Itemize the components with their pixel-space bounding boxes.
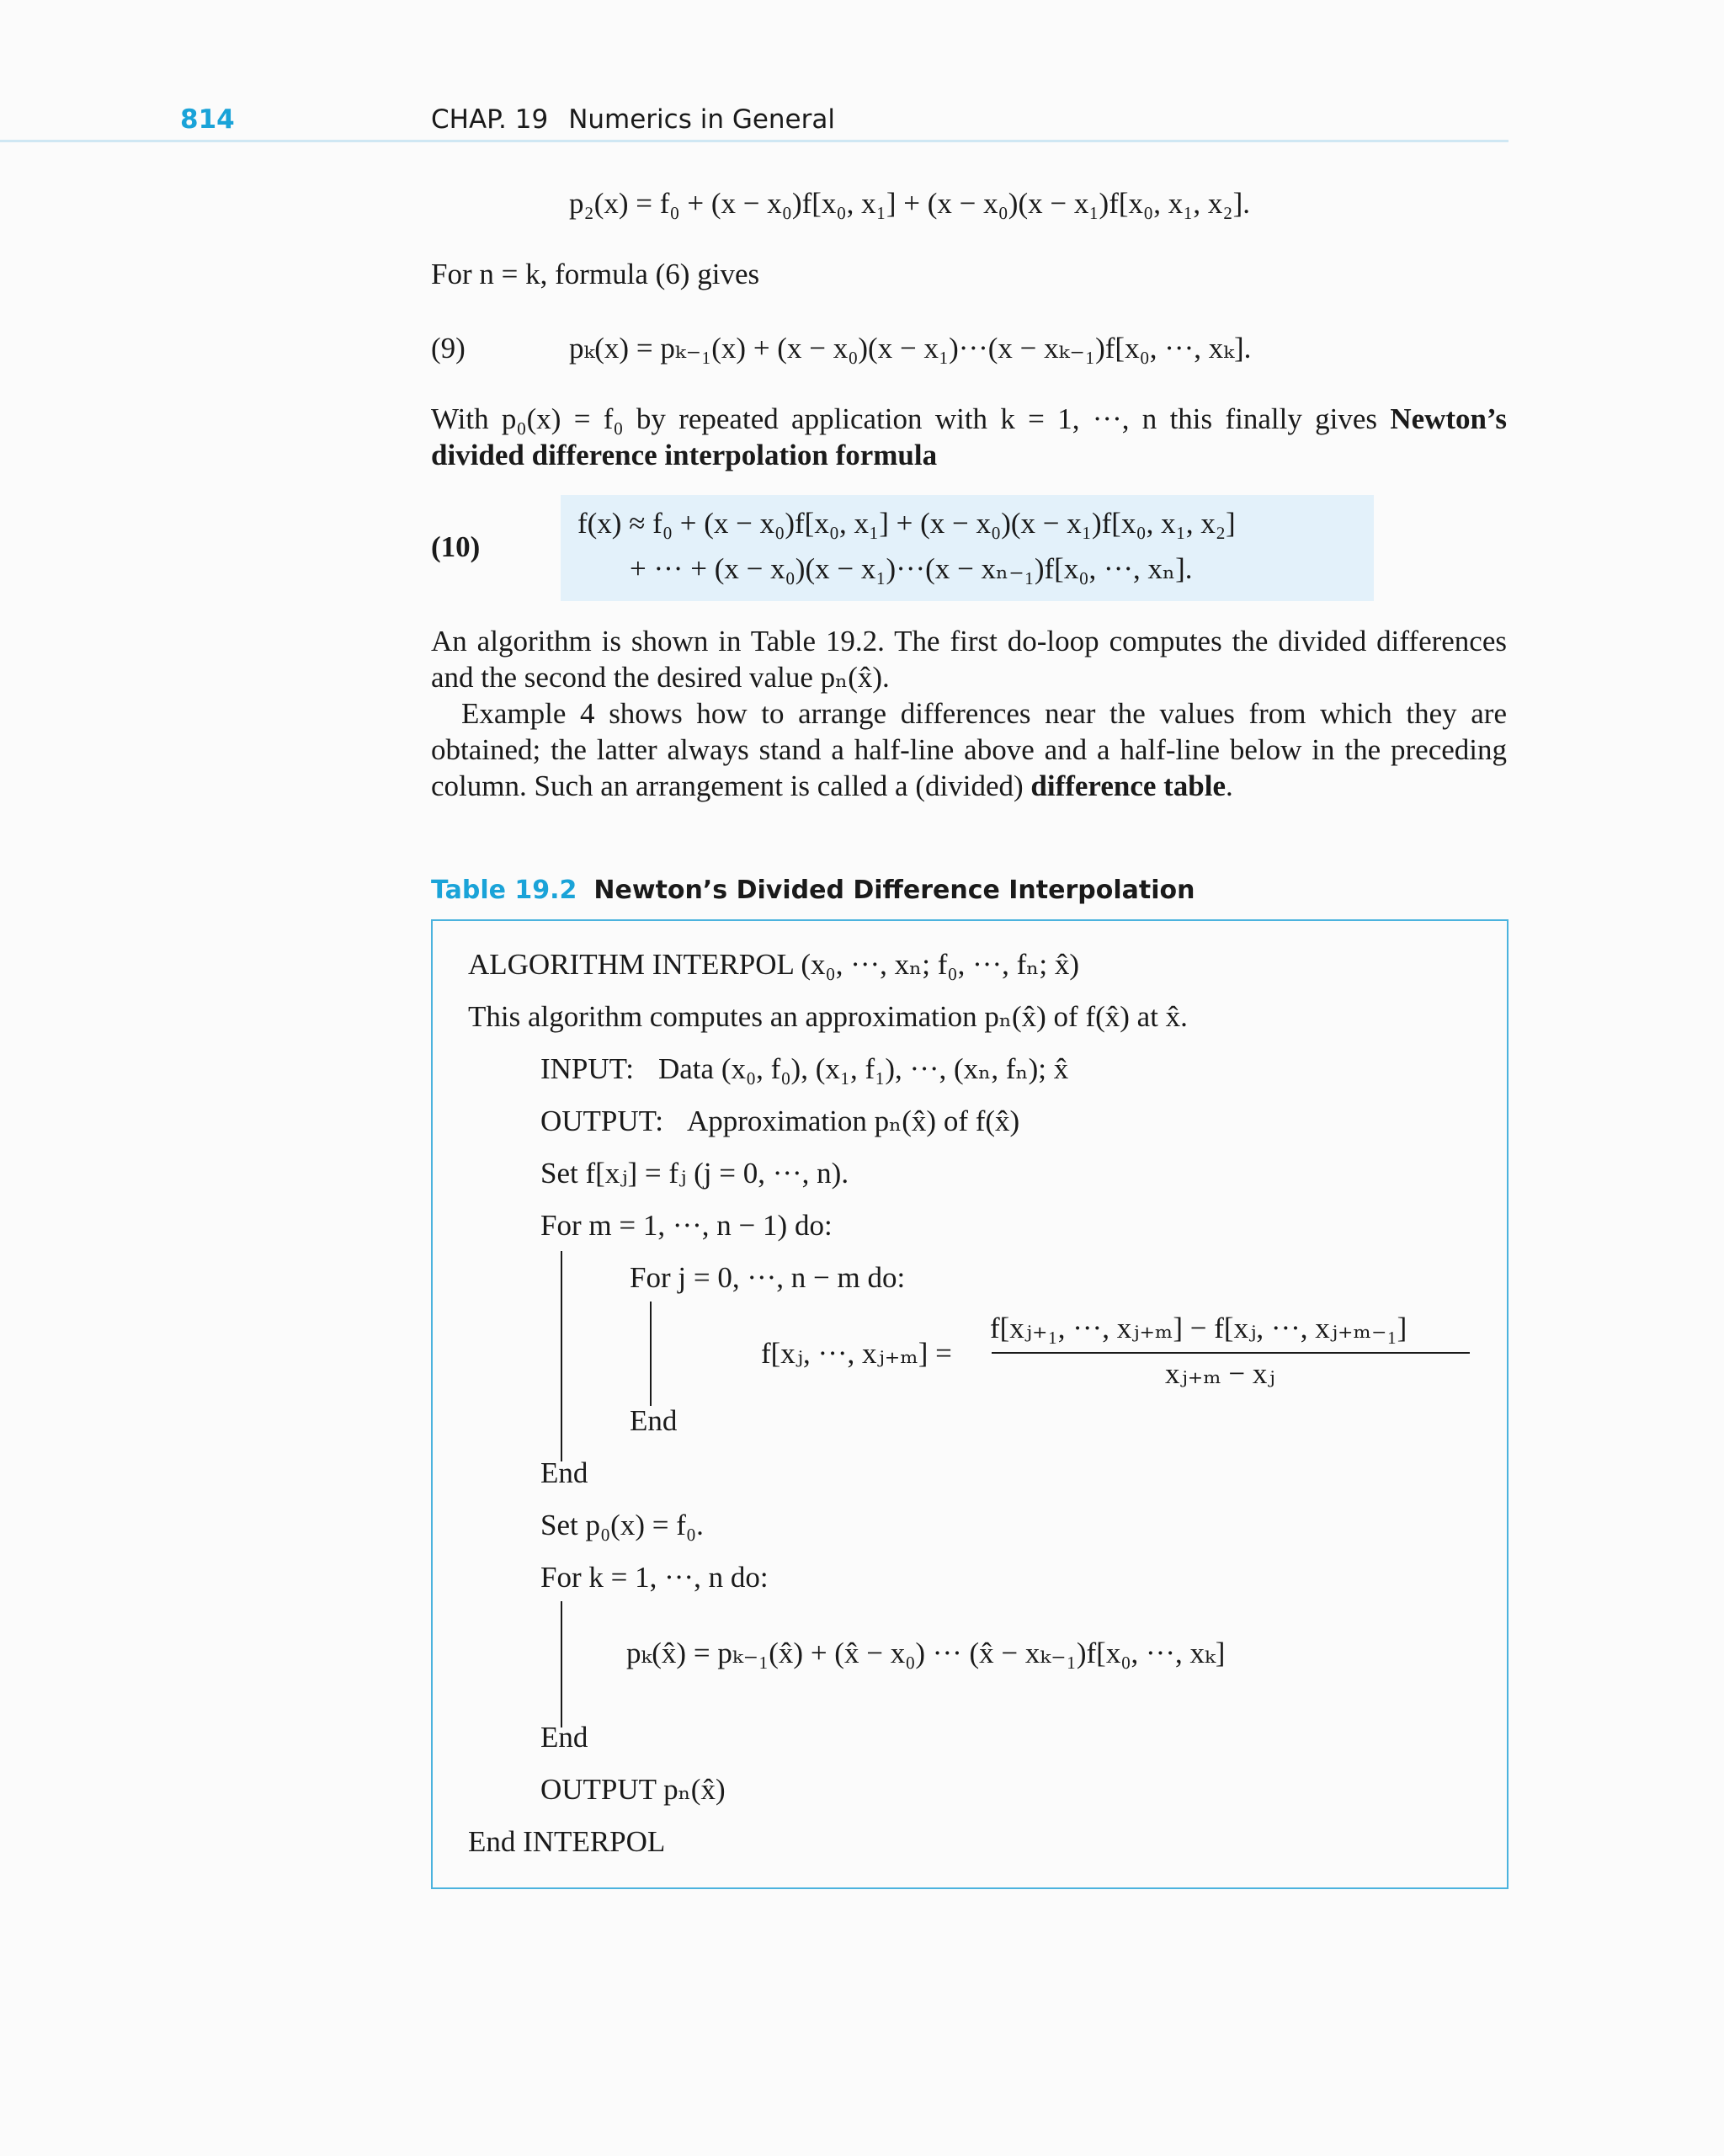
loop-j-bracket: [650, 1302, 652, 1406]
equation-10-line-1: f(x) ≈ f₀ + (x − x₀)f[x₀, x₁] + (x − x₀)(x − x₁)f[x₀, x₁, x₂]: [577, 507, 1236, 540]
for-j-loop: For j = 0, ···, n − m do:: [630, 1261, 906, 1294]
set-f-step: Set f[xⱼ] = fⱼ (j = 0, ···, n).: [540, 1157, 849, 1190]
chapter-title: Numerics in General: [568, 104, 835, 135]
end-k-loop: End: [540, 1721, 588, 1754]
difference-table-term: difference table: [1030, 769, 1226, 802]
page-number: 814: [180, 104, 235, 135]
divided-difference-denominator: xⱼ₊ₘ − xⱼ: [1165, 1357, 1275, 1390]
algorithm-box: [431, 919, 1508, 1889]
table-caption: [431, 876, 1195, 905]
paragraph-with-p0-text: With p₀(x) = f₀ by repeated application with k = 1, ···, n this finally gives: [431, 402, 1391, 435]
output-label: OUTPUT:: [540, 1105, 664, 1137]
end-outer-loop: End: [540, 1456, 588, 1489]
fraction-bar: [992, 1352, 1470, 1354]
equation-10-label: (10): [431, 530, 481, 563]
newton-formula-term: Newton’s divided difference interpolation formula: [431, 402, 1507, 471]
chapter-label: CHAP. 19: [431, 104, 549, 135]
equation-9: pₖ(x) = pₖ₋₁(x) + (x − x₀)(x − x₁)···(x − xₖ₋₁)f[x₀, ···, xₖ].: [569, 332, 1252, 365]
output-description: Approximation pₙ(x̂) of f(x̂): [687, 1105, 1020, 1137]
divided-difference-numerator: f[xⱼ₊₁, ···, xⱼ₊ₘ] − f[xⱼ, ···, xⱼ₊ₘ₋₁]: [990, 1312, 1407, 1344]
output-pn: OUTPUT pₙ(x̂): [540, 1773, 726, 1806]
running-header: [431, 104, 835, 135]
equation-10-line-2: + ··· + (x − x₀)(x − x₁)···(x − xₙ₋₁)f[x₀, ···, xₙ].: [630, 552, 1193, 585]
paragraph-with-p0: [431, 401, 1507, 473]
equation-9-label: (9): [431, 332, 466, 365]
algorithm-description: This algorithm computes an approximation pₙ(x̂) of f(x̂) at x̂.: [468, 1000, 1188, 1033]
algorithm-signature: ALGORITHM INTERPOL (x₀, ···, xₙ; f₀, ···, fₙ; x̂): [468, 948, 1080, 981]
pk-recurrence: pₖ(x̂) = pₖ₋₁(x̂) + (x̂ − x₀) ··· (x̂ − xₖ₋₁)f[x₀, ···, xₖ]: [626, 1637, 1226, 1669]
loop-k-bracket: [561, 1601, 562, 1727]
text-for-n-equals-k: For n = k, formula (6) gives: [431, 258, 760, 290]
loop-m-bracket: [561, 1251, 562, 1461]
table-title: Newton’s Divided Difference Interpolation: [593, 876, 1195, 905]
paragraph-algorithm: An algorithm is shown in Table 19.2. The first do-loop computes the divided differences and the second the desired value pₙ(x̂).: [431, 625, 1507, 694]
for-k-loop: For k = 1, ···, n do:: [540, 1561, 769, 1594]
paragraph-example-text: Example 4 shows how to arrange differences near the values from which they are obtained; the latter always stand a half-line above and a half-line below in the preceding column. Such an arrangement is called a (divided): [431, 697, 1507, 802]
paragraph-example: [431, 695, 1507, 804]
end-inner-loop: End: [630, 1404, 678, 1437]
input-label: INPUT:: [540, 1052, 635, 1085]
input-data: Data (x₀, f₀), (x₁, f₁), ···, (xₙ, fₙ); x̂: [658, 1052, 1069, 1085]
set-p0-step: Set p₀(x) = f₀.: [540, 1509, 704, 1541]
paragraph-example-end: .: [1226, 769, 1233, 802]
divided-difference-lhs: f[xⱼ, ···, xⱼ₊ₘ] =: [761, 1337, 952, 1370]
end-interpol: End INTERPOL: [468, 1825, 666, 1858]
equation-p2: p₂(x) = f₀ + (x − x₀)f[x₀, x₁] + (x − x₀)(x − x₁)f[x₀, x₁, x₂].: [569, 187, 1251, 220]
for-m-loop: For m = 1, ···, n − 1) do:: [540, 1209, 833, 1242]
table-number: Table 19.2: [431, 876, 577, 905]
